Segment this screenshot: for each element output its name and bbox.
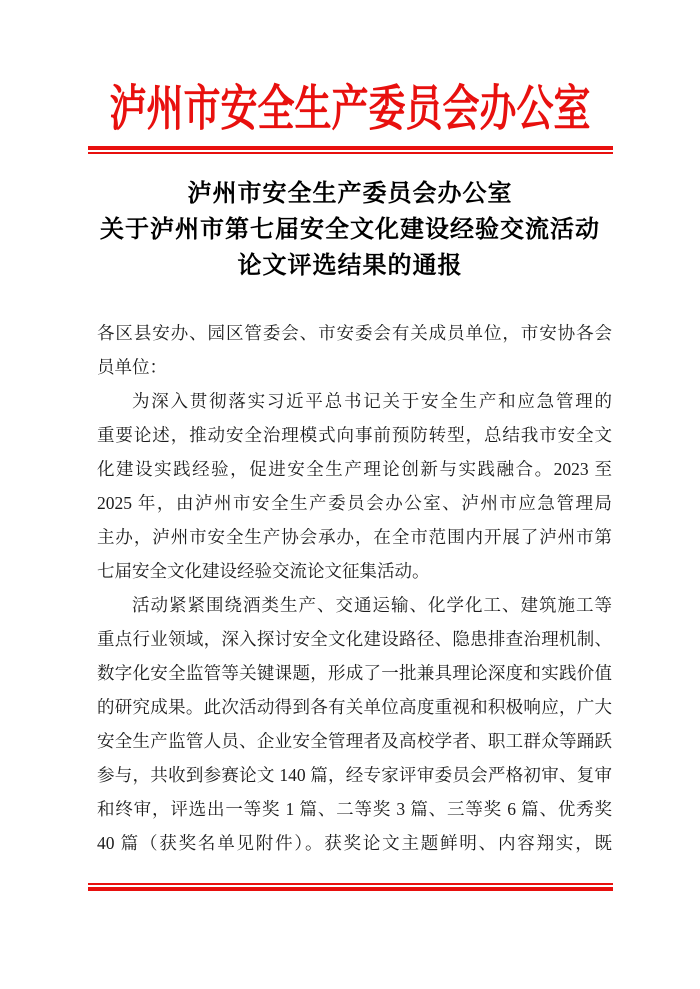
body-line: 主办，泸州市安全生产协会承办，在全市范围内开展了泸州市第 <box>97 527 612 547</box>
body-line: 重要论述，推动安全治理模式向事前预防转型，总结我市安全文 <box>97 425 612 445</box>
body-line: 活动紧紧围绕酒类生产、交通运输、化学化工、建筑施工等 <box>132 595 612 615</box>
masthead <box>0 72 700 136</box>
document-body <box>97 316 612 860</box>
masthead-org-name: 泸州市安全生产委员会办公室 <box>109 82 591 137</box>
salutation-line: 员单位： <box>97 357 167 377</box>
salutation-line: 各区县安办、园区管委会、市安委会有关成员单位，市安协各会 <box>97 323 612 343</box>
body-line: 重点行业领域，深入探讨安全文化建设路径、隐患排查治理机制、 <box>97 629 612 649</box>
footer-rule-thick-bar <box>88 887 613 891</box>
body-line: 和终审，评选出一等奖 1 篇、二等奖 3 篇、三等奖 6 篇、优秀奖 <box>97 799 612 819</box>
header-red-rule <box>88 146 613 154</box>
header-rule-thin-bar <box>88 152 613 154</box>
body-line: 40 篇（获奖名单见附件）。获奖论文主题鲜明、内容翔实，既 <box>97 833 612 853</box>
body-line: 七届安全文化建设经验交流论文征集活动。 <box>97 561 430 581</box>
body-line: 化建设实践经验，促进安全生产理论创新与实践融合。2023 至 <box>97 459 612 479</box>
footer-red-rule <box>88 883 613 891</box>
body-line: 的研究成果。此次活动得到各有关单位高度重视和积极响应，广大 <box>97 697 612 717</box>
body-line: 为深入贯彻落实习近平总书记关于安全生产和应急管理的 <box>132 391 612 411</box>
body-line: 参与，共收到参赛论文 140 篇，经专家评审委员会严格初审、复审 <box>97 765 612 785</box>
body-line: 2025 年，由泸州市安全生产委员会办公室、泸州市应急管理局 <box>97 493 612 513</box>
title-line-3: 论文评选结果的通报 <box>237 253 463 279</box>
document-title <box>44 176 656 284</box>
title-line-1: 泸州市安全生产委员会办公室 <box>187 181 513 207</box>
body-line: 安全生产监管人员、企业安全管理者及高校学者、职工群众等踊跃 <box>97 731 612 751</box>
title-line-2: 关于泸州市第七届安全文化建设经验交流活动 <box>100 217 600 243</box>
body-line: 数字化安全监管等关键课题，形成了一批兼具理论深度和实践价值 <box>97 663 612 683</box>
